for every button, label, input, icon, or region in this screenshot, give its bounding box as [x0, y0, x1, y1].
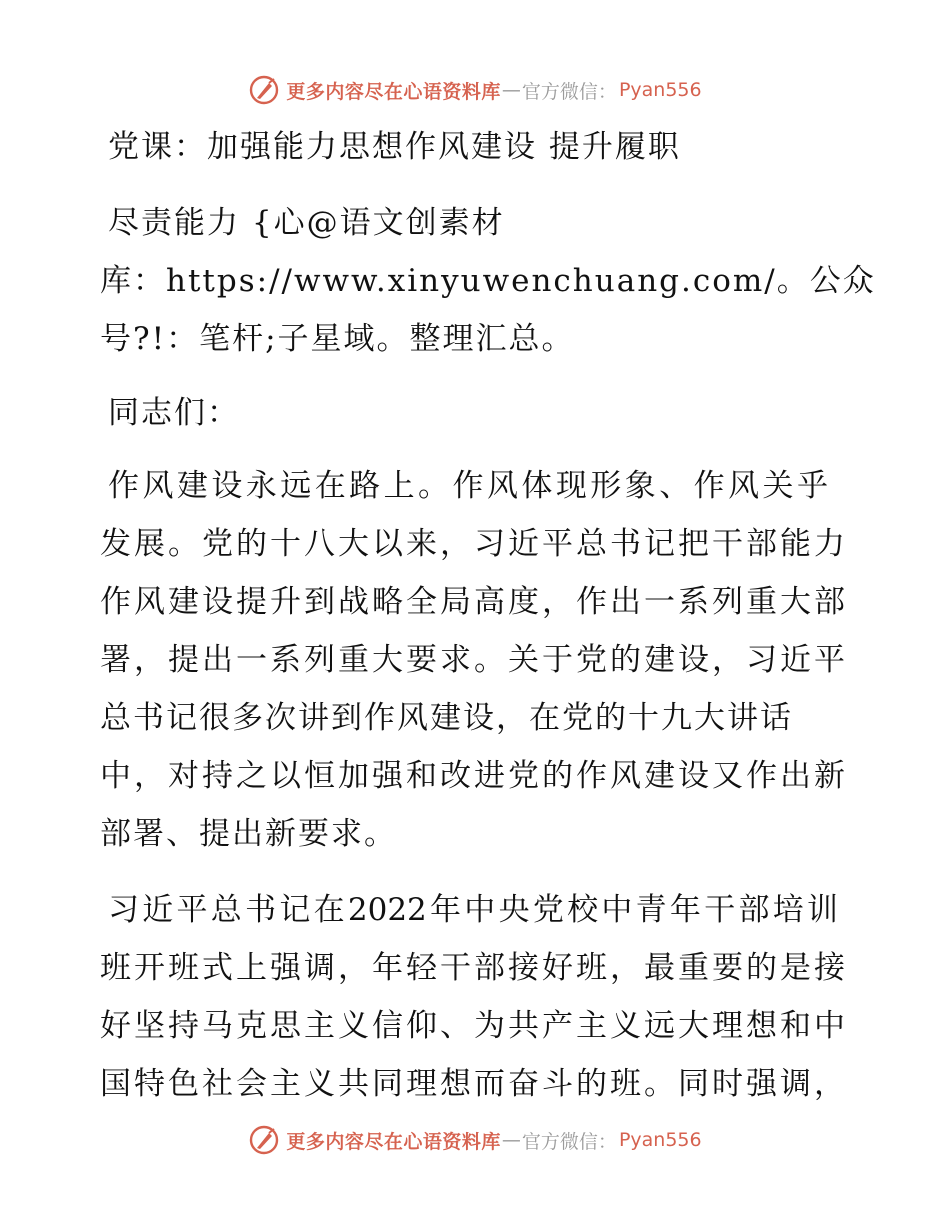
header-banner: [0, 70, 950, 110]
title-line-1: 党课：加强能力思想作风建设 提升履职: [108, 129, 681, 165]
para1-line-1: 作风建设永远在路上。作风体现形象、作风关乎: [108, 468, 828, 504]
title-line-4: 号?!：笔杆;子星域。整理汇总。: [100, 321, 575, 357]
para1-line-5: 总书记很多次讲到作风建设，在党的十九大讲话: [100, 700, 793, 736]
banner-wechat-id: Pyan556: [618, 79, 702, 101]
para2-line-1: 习近平总书记在2022年中央党校中青年干部培训: [108, 892, 838, 928]
banner-wechat-label: 官方微信：: [521, 80, 617, 103]
banner-wechat-label: 官方微信：: [521, 1130, 617, 1153]
salutation: 同志们：: [108, 395, 240, 431]
quill-logo-icon: [248, 74, 280, 106]
para1-line-6: 中，对持之以恒加强和改进党的作风建设又作出新: [100, 758, 845, 794]
para2-line-2: 班开班式上强调，年轻干部接好班，最重要的是接: [100, 950, 845, 986]
banner-separator: —: [501, 1129, 521, 1151]
banner-wechat-id: Pyan556: [618, 1129, 702, 1151]
para1-line-2: 发展。党的十八大以来，习近平总书记把干部能力: [100, 526, 845, 562]
para2-line-3: 好坚持马克思主义信仰、为共产主义远大理想和中: [100, 1008, 845, 1044]
footer-banner: [0, 1120, 950, 1160]
banner-main-text: 更多内容尽在心语资料库: [286, 80, 501, 103]
title-line-2: 尽责能力 {心@语文创素材: [108, 205, 505, 241]
para1-line-3: 作风建设提升到战略全局高度，作出一系列重大部: [100, 584, 845, 620]
banner-main-text: 更多内容尽在心语资料库: [286, 1130, 501, 1153]
title-line-3: 库：https://www.xinyuwenchuang.com/。公众: [100, 263, 876, 299]
banner-separator: —: [501, 79, 521, 101]
para2-line-4: 国特色社会主义共同理想而奋斗的班。同时强调，: [100, 1066, 845, 1102]
para1-line-4: 署，提出一系列重大要求。关于党的建设，习近平: [100, 642, 845, 678]
quill-logo-icon: [248, 1124, 280, 1156]
para1-line-7: 部署、提出新要求。: [100, 816, 397, 852]
